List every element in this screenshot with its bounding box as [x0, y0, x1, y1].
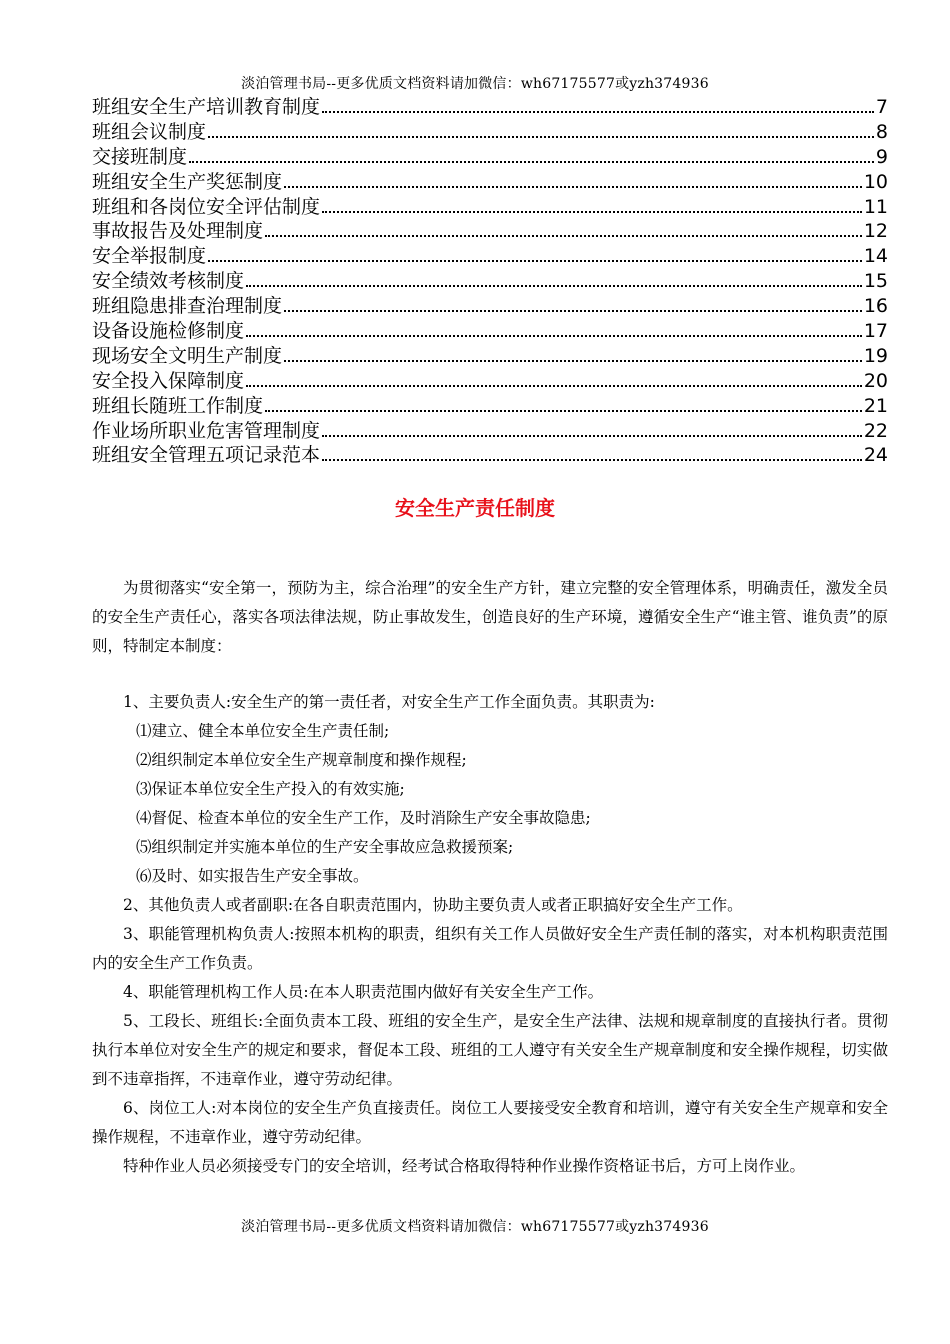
toc-entry-page: 15: [863, 270, 888, 293]
duty-item: ⑶保证本单位安全生产投入的有效实施;: [136, 780, 405, 798]
toc-entry[interactable]: [92, 369, 888, 394]
toc-entry-title: 事故报告及处理制度: [92, 220, 264, 243]
toc-entry-page: 22: [863, 419, 888, 442]
toc-entry[interactable]: [92, 170, 888, 195]
toc-entry-title: 班组会议制度: [92, 120, 207, 143]
toc-entry[interactable]: [92, 419, 888, 444]
toc-entry[interactable]: [92, 269, 888, 294]
toc-entry-title: 班组长随班工作制度: [92, 394, 264, 417]
responsibility-item: 6、岗位工人:对本岗位的安全生产负直接责任。岗位工人要接受安全教育和培训，遵守有关安全生产规章和安全操作规程，不违章作业，遵守劳动纪律。: [92, 1099, 888, 1146]
toc-entry-title: 作业场所职业危害管理制度: [92, 419, 321, 442]
toc-leader-dots: [284, 310, 862, 312]
toc-entry-title: 现场安全文明生产制度: [92, 344, 283, 367]
duty-item: ⑷督促、检查本单位的安全生产工作，及时消除生产安全事故隐患;: [136, 809, 591, 827]
toc-entry-page: 16: [863, 295, 888, 318]
toc-entry-page: 24: [863, 444, 888, 467]
toc-entry-title: 安全举报制度: [92, 245, 207, 268]
toc-leader-dots: [246, 335, 862, 337]
toc-entry-title: 安全投入保障制度: [92, 369, 245, 392]
toc-entry[interactable]: [92, 219, 888, 244]
responsibility-item: 4、职能管理机构工作人员:在本人职责范围内做好有关安全生产工作。: [123, 983, 604, 1001]
page-header: 淡泊管理书局--更多优质文档资料请加微信：wh67175577或yzh374936: [241, 76, 709, 92]
toc-entry[interactable]: [92, 394, 888, 419]
toc-leader-dots: [322, 211, 862, 213]
responsibility-item: 2、其他负责人或者副职:在各自职责范围内，协助主要负责人或者正职搞好安全生产工作。: [123, 896, 743, 914]
toc-leader-dots: [265, 235, 862, 237]
toc-entry-page: 20: [863, 369, 888, 392]
toc-leader-dots: [284, 186, 862, 188]
toc-leader-dots: [246, 285, 862, 287]
intro-paragraph: 为贯彻落实“安全第一，预防为主，综合治理”的安全生产方针，建立完整的安全管理体系，明确责任，激发全员的安全生产责任心，落实各项法律法规，防止事故发生，创造良好的生产环境，遵循安全生产“谁主管、谁负责”的原则，特制定本制度：: [92, 579, 888, 655]
toc-entry-page: 10: [863, 170, 888, 193]
duty-item: ⑸组织制定并实施本单位的生产安全事故应急救援预案;: [136, 838, 514, 856]
duty-item: ⑵组织制定本单位安全生产规章制度和操作规程;: [136, 751, 467, 769]
responsibility-item: 1、主要负责人:安全生产的第一责任者，对安全生产工作全面负责。其职责为:: [123, 693, 655, 711]
toc-entry-page: 19: [863, 344, 888, 367]
page-footer: 淡泊管理书局--更多优质文档资料请加微信：wh67175577或yzh374936: [241, 1219, 709, 1235]
toc-leader-dots: [322, 435, 862, 437]
toc-entry[interactable]: [92, 294, 888, 319]
toc-leader-dots: [265, 410, 862, 412]
toc-leader-dots: [246, 385, 862, 387]
toc-entry-title: 交接班制度: [92, 145, 188, 168]
toc-entry-title: 班组安全生产培训教育制度: [92, 96, 321, 118]
toc-leader-dots: [322, 459, 862, 461]
toc-leader-dots: [284, 360, 862, 362]
document-body: [92, 574, 888, 1181]
toc-entry-page: 21: [863, 394, 888, 417]
toc-entry-page: 8: [875, 120, 888, 143]
toc-entry[interactable]: [92, 195, 888, 220]
toc-entry[interactable]: [92, 443, 888, 468]
toc-leader-dots: [208, 260, 862, 262]
toc-entry-title: 班组安全管理五项记录范本: [92, 444, 321, 467]
table-of-contents: [92, 95, 888, 468]
toc-entry-page: 12: [863, 220, 888, 243]
toc-entry[interactable]: [92, 244, 888, 269]
toc-entry-title: 班组安全生产奖惩制度: [92, 170, 283, 193]
toc-entry-title: 班组隐患排查治理制度: [92, 295, 283, 318]
duty-item: ⑴建立、健全本单位安全生产责任制;: [136, 722, 390, 740]
toc-entry[interactable]: [92, 120, 888, 145]
toc-entry-title: 设备设施检修制度: [92, 320, 245, 343]
section-title: 安全生产责任制度: [395, 496, 555, 520]
toc-entry-page: 7: [875, 96, 888, 118]
closing-paragraph: 特种作业人员必须接受专门的安全培训，经考试合格取得特种作业操作资格证书后，方可上岗作业。: [123, 1157, 806, 1175]
toc-entry[interactable]: [92, 344, 888, 369]
toc-entry-title: 班组和各岗位安全评估制度: [92, 195, 321, 218]
toc-entry[interactable]: [92, 95, 888, 120]
toc-leader-dots: [208, 136, 874, 138]
toc-entry-page: 9: [875, 145, 888, 168]
toc-leader-dots: [189, 161, 874, 163]
duty-item: ⑹及时、如实报告生产安全事故。: [136, 867, 369, 885]
toc-entry[interactable]: [92, 145, 888, 170]
toc-entry-page: 17: [863, 320, 888, 343]
toc-entry[interactable]: [92, 319, 888, 344]
responsibility-item: 3、职能管理机构负责人:按照本机构的职责，组织有关工作人员做好安全生产责任制的落实，对本机构职责范围内的安全生产工作负责。: [92, 925, 888, 972]
toc-entry-page: 14: [863, 245, 888, 268]
toc-leader-dots: [322, 111, 874, 113]
responsibility-item: 5、工段长、班组长:全面负责本工段、班组的安全生产，是安全生产法律、法规和规章制度的直接执行者。贯彻执行本单位对安全生产的规定和要求，督促本工段、班组的工人遵守有关安全生产规章制度和安全操作规程，切实做到不违章指挥，不违章作业，遵守劳动纪律。: [92, 1012, 888, 1088]
toc-entry-page: 11: [863, 195, 888, 218]
toc-entry-title: 安全绩效考核制度: [92, 270, 245, 293]
